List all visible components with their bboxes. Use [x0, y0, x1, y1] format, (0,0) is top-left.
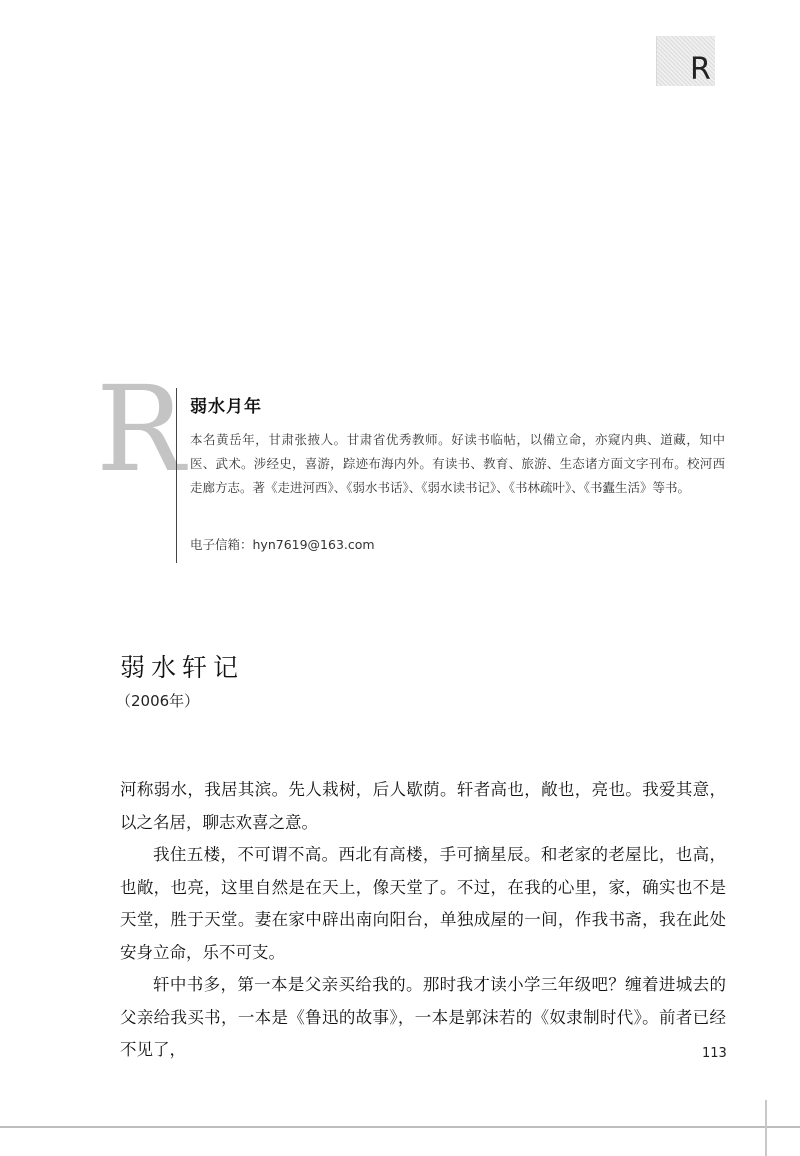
author-name: 弱水月年	[190, 397, 262, 417]
paragraph: 河称弱水，我居其滨。先人栽树，后人歇荫。轩者高也，敞也，亮也。我爱其意，以之名居，聊志欢喜之意。	[120, 780, 726, 832]
article-body	[120, 774, 726, 1067]
paragraph: 轩中书多，第一本是父亲买给我的。那时我才读小学三年级吧？缠着进城去的父亲给我买书，一本是《鲁迅的故事》，一本是郭沫若的《奴隶制时代》。前者已经不见了，	[120, 975, 726, 1059]
author-email: 电子信箱：hyn7619@163.com	[190, 537, 375, 552]
article-year: （2006年）	[116, 692, 200, 710]
article-title: 弱水轩记	[120, 653, 245, 682]
paragraph: 我住五楼，不可谓不高。西北有高楼，手可摘星辰。和老家的老屋比，也高，也敞，也亮，这里自然是在天上，像天堂了。不过，在我的心里，家，确实也不是天堂，胜于天堂。妻在家中辟出南向阳台，单独成屋的一间，作我书斋，我在此处安身立命，乐不可支。	[120, 845, 726, 962]
scan-edge-right	[765, 1100, 767, 1156]
page-number: 113	[702, 1046, 727, 1061]
author-bio: 本名黄岳年，甘肃张掖人。甘肃省优秀教师。好读书临帖，以備立命，亦窥内典、道藏，知中医、武术。涉经史，喜游，踪迹布海内外。有读书、教育、旅游、生态诸方面文字刊布。校河西走廊方志。著《走进河西》、《弱水书话》、《弱水读书记》、《书林疏叶》、《书蠹生活》等书。	[190, 432, 725, 495]
author-initial-letter: R	[96, 360, 185, 498]
bio-divider	[176, 388, 177, 563]
section-tab-letter: R	[690, 52, 711, 87]
scan-edge-bottom	[0, 1126, 800, 1128]
